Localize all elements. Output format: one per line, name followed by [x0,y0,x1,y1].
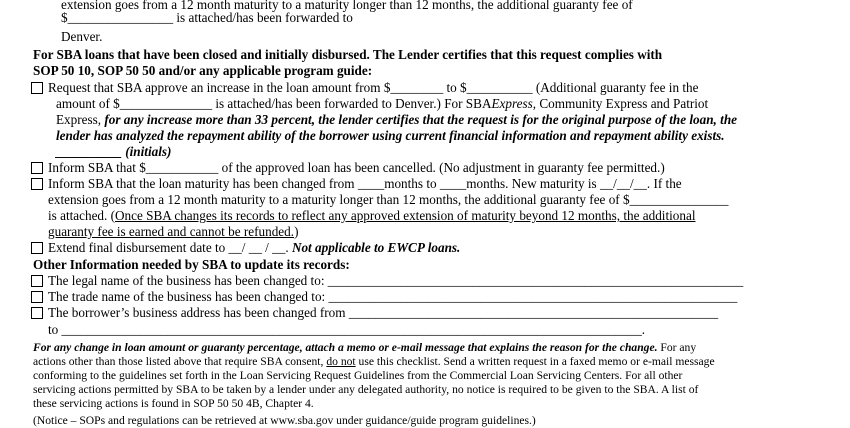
maturity-row [31,176,682,192]
cancel-text: Inform SBA that $___________ of the approved loan has been cancelled. (No adjustment in guaranty fee permitted.) [48,160,665,175]
disbursement-text: Extend final disbursement date to __/ __ / __. [48,240,289,255]
footer-bold: For any change in loan amount or guaranty percentage, attach a memo or e-mail message that explains the reason for the change. [33,341,658,354]
trade-name-checkbox[interactable] [31,291,43,303]
increase-line-4: lender has analyzed the repayment ability of the borrower using current financial information and repayment ability exists. [56,128,725,143]
disbursement-checkbox[interactable] [31,242,43,254]
increase-line-1: Request that SBA approve an increase in the loan amount from $________ to $__________ (Additional guaranty fee in the [48,80,699,95]
increase-row [31,80,698,96]
initials-line: __________ (initials) [56,144,172,159]
maturity-line-1: Inform SBA that the loan maturity has been changed from ____months to ____months. New maturity is __/__/__. If the [48,176,682,191]
other-info-heading: Other Information needed by SBA to update its records: [33,257,350,272]
increase-line-3a: Express, [56,112,102,127]
footer-line-1 [33,341,696,355]
footer-do-not: do not [326,355,356,368]
footer-line-2b: use this checklist. Send a written request in a faxed memo or e-mail message [355,355,715,368]
increase-line-2: amount of $______________ is attached/has been forwarded to Denver.) For SBA [56,96,492,111]
address-to-line: to ________________________________________________________________________________________. [48,322,646,337]
cancel-checkbox[interactable] [31,162,43,174]
footer-line-2a: actions other than those listed above that require SBA consent, [33,355,327,368]
trade-name-row [31,289,737,305]
address-text: The borrower’s business address has been changed from ________________________________________________________ [48,305,719,320]
footer-line-6: (Notice – SOPs and regulations can be retrieved at www.sba.gov under guidance/guide program guidelines.) [33,414,536,427]
maturity-line-2: extension goes from a 12 month maturity to a maturity longer than 12 months, the additional guaranty fee of $_______________ [48,192,729,207]
trade-name-text: The trade name of the business has been changed to: ______________________________________________________________ [48,289,738,304]
cancel-row [31,160,665,176]
top-line-1: extension goes from a 12 month maturity to a maturity longer than 12 months, the additional guaranty fee of [61,0,633,12]
address-checkbox[interactable] [31,307,43,319]
legal-name-checkbox[interactable] [31,275,43,287]
maturity-line-3-row [48,208,696,224]
maturity-line-3b: Once SBA changes its records to reflect any approved extension of maturity beyond 12 months, the additional [115,208,696,223]
increase-line-2-italic: Express [491,96,533,111]
increase-line-3-row [56,112,737,128]
increase-checkbox[interactable] [31,82,43,94]
footer-line-2 [33,355,715,369]
disbursement-bold: Not applicable to EWCP loans. [288,240,461,255]
increase-line-2-tail: , Community Express and Patriot [532,96,709,111]
footer-text-1: For any [657,341,697,354]
maturity-line-4: guaranty fee is earned and cannot be refunded. [48,224,295,239]
maturity-line-4-row [48,224,298,240]
increase-line-2-row [56,96,708,112]
top-line-2: $________________ is attached/has been forwarded to [61,10,353,25]
maturity-line-3a: is attached. ( [48,208,116,223]
footer-line-3: conforming to the guidelines set forth in the Loan Servicing Request Guidelines from the Commercial Loan Servicing Centers. For all other [33,369,683,382]
disbursement-row [31,240,460,256]
legal-name-row [31,273,743,289]
closed-heading-2: SOP 50 10, SOP 50 50 and/or any applicable program guide: [33,63,373,78]
maturity-checkbox[interactable] [31,178,43,190]
top-line-3: Denver. [61,29,103,44]
address-row [31,305,718,321]
legal-name-text: The legal name of the business has been changed to: _______________________________________________________________ [48,273,744,288]
footer-line-5: these servicing actions is found in SOP 50 50 4B, Chapter 4. [33,397,314,410]
footer-line-4: servicing actions permitted by SBA to be taken by a lender under any delegated authority, no notice is required to be given to the SBA. A list of [33,383,699,396]
maturity-line-4-tail: ) [294,224,299,239]
closed-heading-1: For SBA loans that have been closed and initially disbursed. The Lender certifies that this request complies with [33,47,663,62]
increase-line-3b: for any increase more than 33 percent, the lender certifies that the request is for the original purpose of the loan, the [101,112,738,127]
